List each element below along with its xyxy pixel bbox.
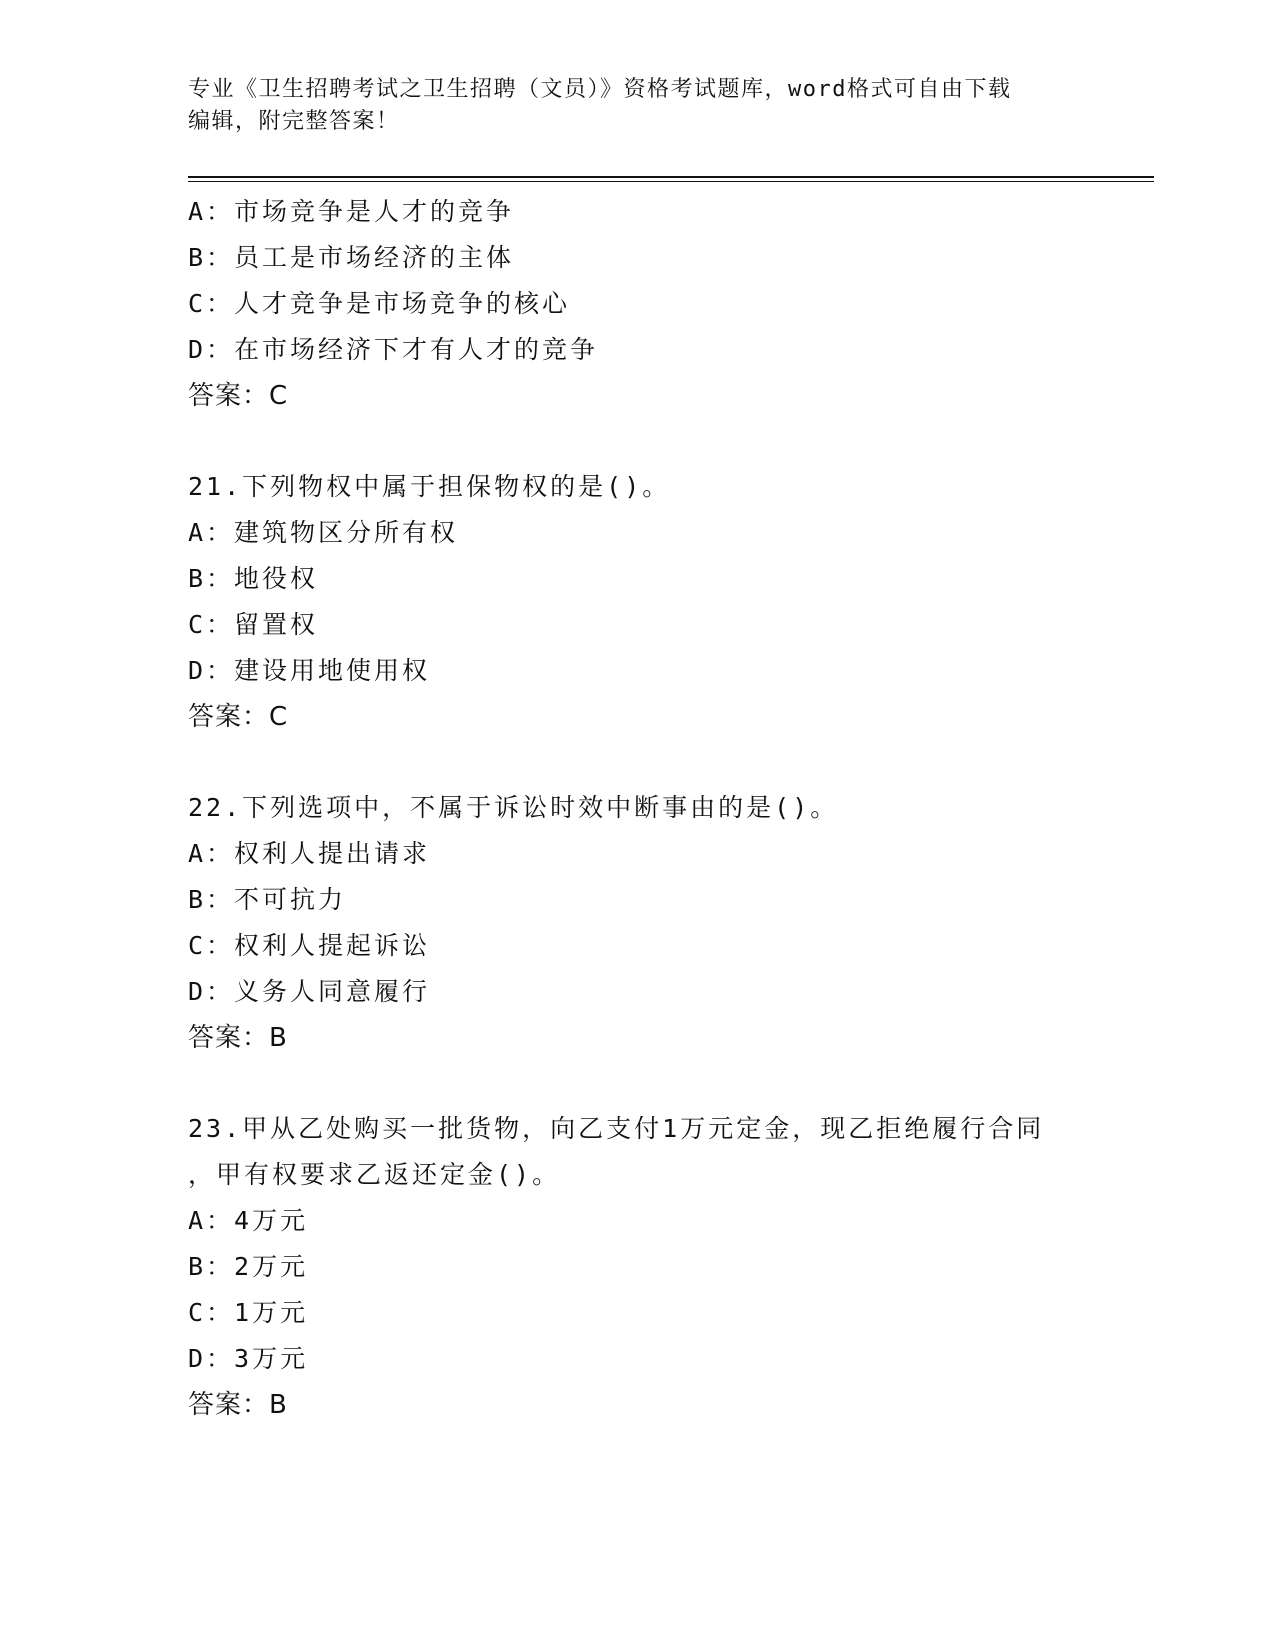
answer-line: 答案：C — [188, 381, 289, 411]
option-b: B：2万元 — [188, 1252, 309, 1281]
question-stem-line-2: ，甲有权要求乙返还定金()。 — [188, 1160, 561, 1189]
question-block — [188, 189, 1138, 419]
option-a: A：建筑物区分所有权 — [188, 518, 459, 547]
header-divider-thick — [188, 176, 1154, 178]
option-d: D：建设用地使用权 — [188, 656, 431, 685]
document-header — [188, 74, 1088, 138]
answer-line: 答案：C — [188, 702, 289, 732]
block-spacer — [188, 740, 1138, 785]
header-line-1: 专业《卫生招聘考试之卫生招聘（文员）》资格考试题库，word格式可自由下载 — [188, 77, 1012, 102]
option-a: A：市场竞争是人才的竞争 — [188, 197, 515, 226]
option-c: C：权利人提起诉讼 — [188, 931, 431, 960]
question-list — [188, 189, 1138, 1428]
question-stem: 21.下列物权中属于担保物权的是()。 — [188, 472, 671, 501]
answer-line: 答案：B — [188, 1023, 288, 1053]
option-c: C：1万元 — [188, 1298, 309, 1327]
option-d: D：义务人同意履行 — [188, 977, 431, 1006]
question-stem-line-1: 23.甲从乙处购买一批货物，向乙支付1万元定金，现乙拒绝履行合同 — [188, 1114, 1045, 1143]
option-b: B：不可抗力 — [188, 885, 347, 914]
option-d: D：在市场经济下才有人才的竞争 — [188, 335, 599, 364]
option-c: C：留置权 — [188, 610, 319, 639]
option-a: A：权利人提出请求 — [188, 839, 431, 868]
option-b: B：员工是市场经济的主体 — [188, 243, 515, 272]
option-d: D：3万元 — [188, 1344, 309, 1373]
header-line-2: 编辑，附完整答案！ — [188, 109, 400, 134]
option-b: B：地役权 — [188, 564, 319, 593]
block-spacer — [188, 419, 1138, 464]
option-c: C：人才竞争是市场竞争的核心 — [188, 289, 571, 318]
answer-line: 答案：B — [188, 1390, 288, 1420]
question-stem: 22.下列选项中，不属于诉讼时效中断事由的是()。 — [188, 793, 839, 822]
header-divider-thin — [188, 181, 1154, 182]
option-a: A：4万元 — [188, 1206, 309, 1235]
question-block — [188, 1106, 1138, 1428]
question-block — [188, 464, 1138, 740]
question-block — [188, 785, 1138, 1061]
block-spacer — [188, 1061, 1138, 1106]
